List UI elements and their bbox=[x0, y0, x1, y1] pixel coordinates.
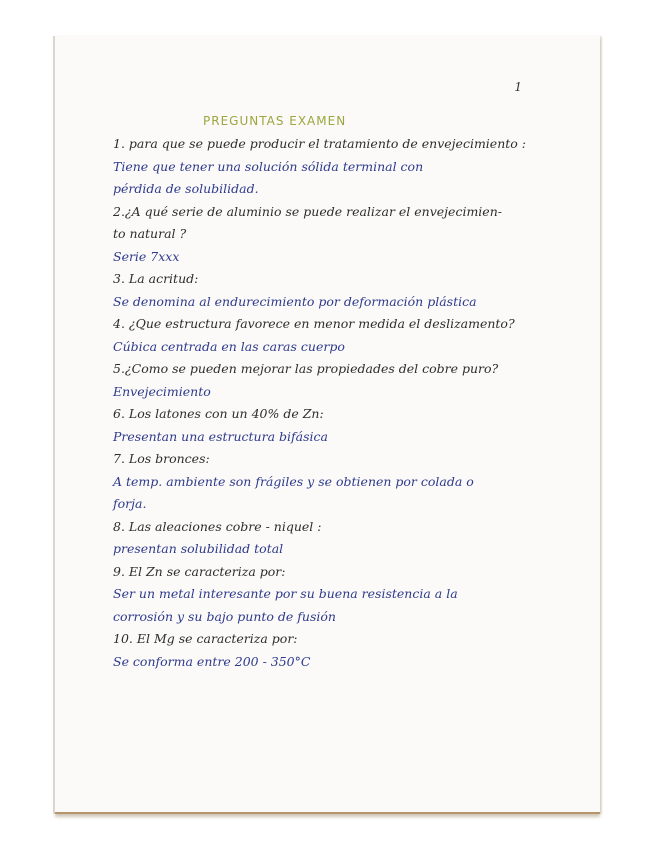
page-title: PREGUNTAS EXAMEN bbox=[203, 114, 347, 128]
answer-line: Se conforma entre 200 - 350°C bbox=[113, 653, 311, 669]
notebook-page bbox=[55, 36, 600, 814]
answer-line: Tiene que tener una solución sólida terminal con bbox=[113, 158, 424, 174]
question-line: 2.¿A qué serie de aluminio se puede realizar el envejecimien- bbox=[113, 203, 502, 219]
handwritten-lines bbox=[113, 133, 583, 673]
answer-line: Serie 7xxx bbox=[113, 248, 180, 264]
answer-line: A temp. ambiente son frágiles y se obtienen por colada o bbox=[113, 473, 474, 489]
answer-line: Se denomina al endurecimiento por deformación plástica bbox=[113, 293, 477, 309]
question-line: 6. Los latones con un 40% de Zn: bbox=[113, 406, 324, 421]
answer-line: Ser un metal interesante por su buena resistencia a la bbox=[113, 586, 458, 601]
answer-line: Presentan una estructura bifásica bbox=[113, 428, 328, 444]
question-line: to natural ? bbox=[113, 226, 187, 241]
page-number: 1 bbox=[514, 80, 522, 94]
question-line: 8. Las aleaciones cobre - niquel : bbox=[113, 518, 322, 534]
answer-line: Cúbica centrada en las caras cuerpo bbox=[113, 338, 345, 354]
answer-line: pérdida de solubilidad. bbox=[113, 181, 259, 196]
question-line: 4. ¿Que estructura favorece en menor medida el deslizamento? bbox=[113, 316, 515, 331]
question-line: 3. La acritud: bbox=[113, 271, 199, 286]
answer-line: Envejecimiento bbox=[113, 383, 211, 399]
question-line: 7. Los bronces: bbox=[113, 451, 210, 466]
question-line: 5.¿Como se pueden mejorar las propiedades del cobre puro? bbox=[113, 361, 499, 376]
question-line: 10. El Mg se caracteriza por: bbox=[113, 631, 298, 646]
answer-line: corrosión y su bajo punto de fusión bbox=[113, 608, 336, 624]
answer-line: presentan solubilidad total bbox=[113, 541, 284, 556]
question-line: 1. para que se puede producir el tratamiento de envejecimiento : bbox=[113, 136, 526, 151]
question-line: 9. El Zn se caracteriza por: bbox=[113, 563, 286, 579]
answer-line: forja. bbox=[113, 496, 147, 511]
